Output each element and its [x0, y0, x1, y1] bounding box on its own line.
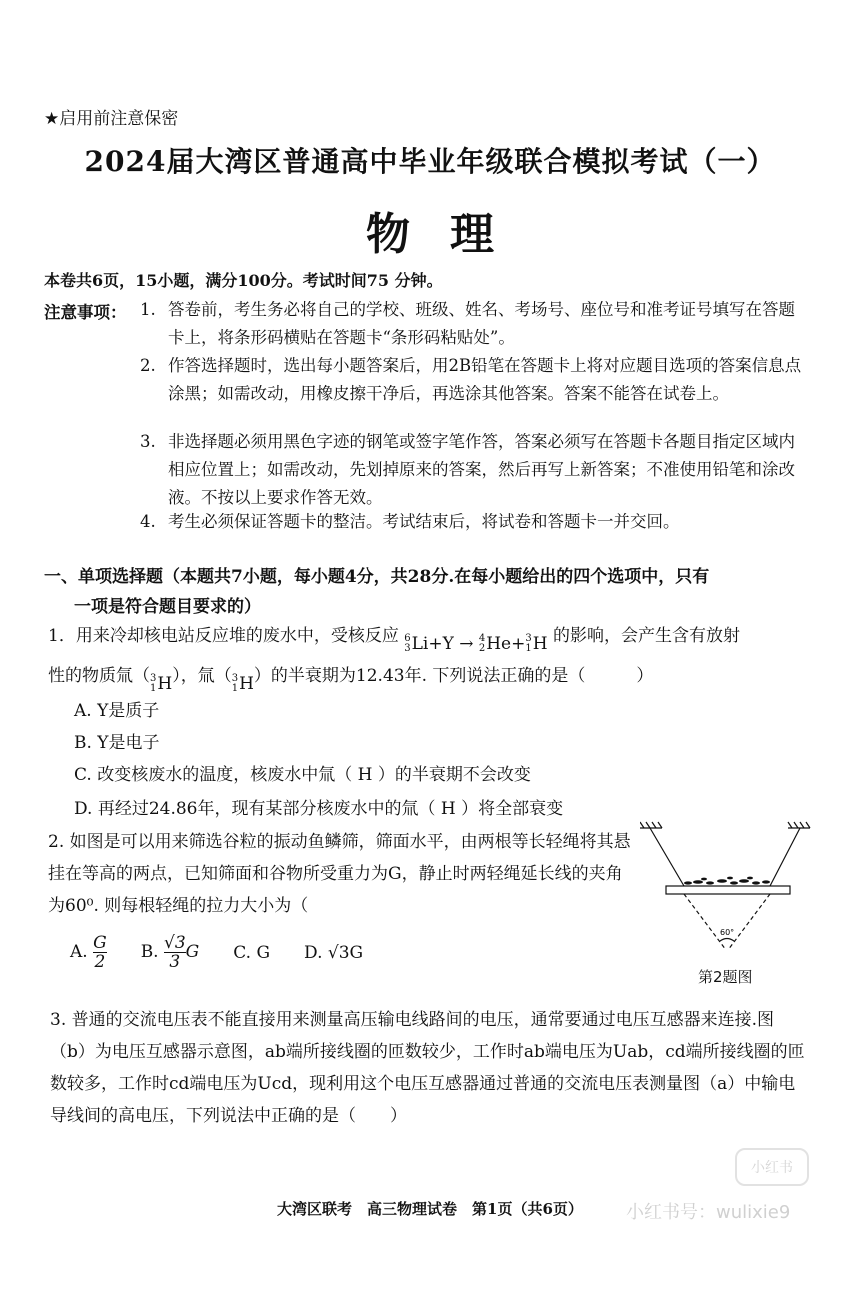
q1-stem-a: 1．用来冷却核电站反应堆的废水中，受核反应 [48, 626, 399, 646]
note-text: 非选择题必须用黑色字迹的钢笔或签字笔作答，答案必须写在答题卡各题目指定区域内相应位置上；如需改动，先划掉原来的答案，然后再写上新答案；不准使用铅笔和涂改液。不按以上要求作答无效。 [168, 432, 795, 507]
q1-stem-e: ）的半衰期为12.43年. 下列说法正确的是（ ） [253, 666, 654, 686]
angle-label: 60° [720, 928, 735, 937]
note-text: 考生必须保证答题卡的整洁。考试结束后，将试卷和答题卡一并交回。 [168, 512, 680, 531]
question-1 [48, 620, 808, 700]
q1-option-c[interactable]: C. 改变核废水的温度，核废水中氚（ H ）的半衰期不会改变 [74, 765, 531, 785]
question-3-stem: 3. 普通的交流电压表不能直接用来测量高压输电线路间的电压，通常要通过电压互感器来连接.图（b）为电压互感器示意图，ab端所接线圈的匝数较少，工作时ab端电压为Uab，cd端所接线圈的匝数较多，工作时cd端电压为Ucd，现利用这个电压互感器通过普通的交流电压表测量图（a）中输电导线间的高电压，下列说法中正确的是（ ） [50, 1010, 805, 1126]
note-number: 4. [140, 512, 156, 531]
q1-option-d[interactable]: D. 再经过24.86年，现有某部分核废水中的氚（ H ）将全部衰变 [74, 799, 564, 819]
q2-option-d[interactable]: D. √3G [304, 942, 364, 963]
q1-reaction: 6 3 Li+Y → 4 2 He+ 3 1 H [404, 633, 548, 654]
exam-summary: 本卷共6页，15小题，满分100分。考试时间75 分钟。 [44, 271, 443, 290]
sieve-figure [640, 820, 820, 960]
figure-caption: 第2题图 [698, 968, 753, 986]
section-heading-line1: 一、单项选择题（本题共7小题，每小题4分，共28分.在每小题给出的四个选项中，只有 [44, 567, 710, 587]
q1-option-b[interactable]: B. Y是电子 [74, 733, 160, 753]
note-number: 1. [140, 300, 156, 319]
page-footer: 大湾区联考 高三物理试卷 第1页（共6页） [277, 1200, 583, 1218]
section-heading-line2: 一项是符合题目要求的） [74, 597, 261, 617]
note-text: 作答选择题时，选出每小题答案后，用2B铅笔在答题卡上将对应题目选项的答案信息点涂黑；如需改动，用橡皮擦干净后，再选涂其他答案。答案不能答在试卷上。 [168, 356, 802, 403]
note-item [140, 352, 804, 408]
note-text: 答卷前，考生务必将自己的学校、班级、姓名、考场号、座位号和准考证号填写在答题卡上，将条形码横贴在答题卡“条形码粘贴处”。 [168, 300, 795, 347]
note-number: 2. [140, 356, 156, 375]
note-item [140, 508, 804, 536]
q1-stem-b: 的影响，会产生含有放射 [552, 626, 740, 646]
section-heading [44, 562, 804, 622]
note-item [140, 428, 804, 512]
q2-options [70, 934, 363, 971]
q2-option-b[interactable]: B. $\frac{√3}{3}$ G [140, 933, 200, 972]
note-item [140, 296, 804, 352]
subject-title: 物理 [366, 209, 534, 260]
tritium-symbol: 3 1 H [231, 673, 254, 694]
notes-label: 注意事项： [44, 303, 127, 322]
q1-stem-d: ），氚（ [172, 666, 232, 686]
watermark-text: 小红书号：wulixie9 [626, 1202, 791, 1223]
question-2-stem: 2. 如图是可以用来筛选谷粒的振动鱼鳞筛，筛面水平，由两根等长轻绳将其悬挂在等高的两点，已知筛面和谷物所受重力为G，静止时两轻绳延长线的夹角为60⁰. 则每根轻绳的拉力大小为（ [48, 832, 631, 916]
q2-option-c[interactable]: C. G [233, 942, 271, 963]
q2-option-a[interactable]: A. $\frac{G}{2}$ [70, 933, 107, 972]
watermark-logo: 小红书 [735, 1148, 809, 1186]
q1-option-a[interactable]: A. Y是质子 [74, 701, 160, 721]
confidential-notice: ★启用前注意保密 [44, 109, 179, 129]
note-number: 3. [140, 432, 156, 451]
exam-title: 2024届大湾区普通高中毕业年级联合模拟考试（一） [84, 145, 776, 178]
tritium-symbol: 3 1 H [150, 673, 173, 694]
q1-stem-c: 性的物质氚（ [48, 666, 150, 686]
